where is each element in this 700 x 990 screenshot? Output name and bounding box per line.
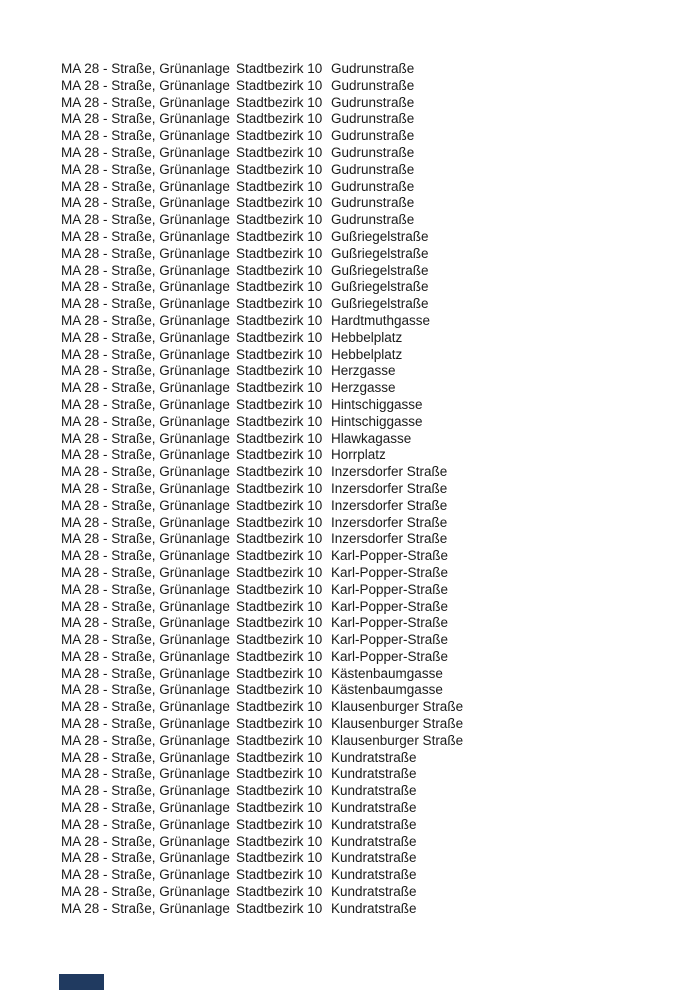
district-cell: Stadtbezirk 10 [236,766,323,782]
department-cell: MA 28 - Straße, Grünanlage [61,766,230,782]
street-cell: Karl-Popper-Straße [331,581,449,597]
street-cell: Inzersdorfer Straße [331,531,448,547]
department-cell: MA 28 - Straße, Grünanlage [61,178,230,194]
street-cell: Gußriegelstraße [331,262,429,278]
district-cell: Stadtbezirk 10 [236,329,323,345]
table-row [61,699,463,716]
department-cell: MA 28 - Straße, Grünanlage [61,480,230,496]
street-cell: Gudrunstraße [331,161,415,177]
table-row [61,884,463,901]
table-row [61,397,463,414]
street-cell: Karl-Popper-Straße [331,598,449,614]
table-row [61,61,463,78]
table-row [61,817,463,834]
street-cell: Inzersdorfer Straße [331,497,448,513]
department-cell: MA 28 - Straße, Grünanlage [61,447,230,463]
table-row [61,145,463,162]
department-cell: MA 28 - Straße, Grünanlage [61,296,230,312]
table-row [61,666,463,683]
street-cell: Kästenbaumgasse [331,682,443,698]
table-row [61,447,463,464]
table-row [61,279,463,296]
district-cell: Stadtbezirk 10 [236,816,323,832]
district-cell: Stadtbezirk 10 [236,648,323,664]
district-cell: Stadtbezirk 10 [236,178,323,194]
district-cell: Stadtbezirk 10 [236,447,323,463]
table-row [61,850,463,867]
street-cell: Gudrunstraße [331,94,415,110]
district-cell: Stadtbezirk 10 [236,749,323,765]
department-cell: MA 28 - Straße, Grünanlage [61,430,230,446]
department-cell: MA 28 - Straße, Grünanlage [61,850,230,866]
street-cell: Herzgasse [331,380,396,396]
district-cell: Stadtbezirk 10 [236,144,323,160]
district-cell: Stadtbezirk 10 [236,212,323,228]
street-cell: Gudrunstraße [331,212,415,228]
table-row [61,212,463,229]
table-row [61,834,463,851]
table-row [61,128,463,145]
table-row [61,363,463,380]
partial-footer-element [59,974,104,990]
district-cell: Stadtbezirk 10 [236,699,323,715]
department-cell: MA 28 - Straße, Grünanlage [61,699,230,715]
department-cell: MA 28 - Straße, Grünanlage [61,665,230,681]
department-cell: MA 28 - Straße, Grünanlage [61,581,230,597]
table-row [61,195,463,212]
street-cell: Hintschiggasse [331,413,423,429]
table-row [61,716,463,733]
table-row [61,263,463,280]
table-row [61,632,463,649]
street-cell: Gudrunstraße [331,128,415,144]
street-cell: Karl-Popper-Straße [331,564,449,580]
department-cell: MA 28 - Straße, Grünanlage [61,531,230,547]
department-cell: MA 28 - Straße, Grünanlage [61,648,230,664]
district-cell: Stadtbezirk 10 [236,363,323,379]
department-cell: MA 28 - Straße, Grünanlage [61,329,230,345]
street-cell: Hardtmuthgasse [331,312,431,328]
street-cell: Gudrunstraße [331,144,415,160]
table-row [61,380,463,397]
department-cell: MA 28 - Straße, Grünanlage [61,632,230,648]
district-cell: Stadtbezirk 10 [236,850,323,866]
table-row [61,481,463,498]
department-cell: MA 28 - Straße, Grünanlage [61,749,230,765]
street-cell: Gudrunstraße [331,178,415,194]
table-row [61,582,463,599]
department-cell: MA 28 - Straße, Grünanlage [61,682,230,698]
street-cell: Kundratstraße [331,867,417,883]
street-cell: Kästenbaumgasse [331,665,443,681]
street-cell: Gudrunstraße [331,61,415,76]
department-cell: MA 28 - Straße, Grünanlage [61,61,230,76]
district-cell: Stadtbezirk 10 [236,480,323,496]
table-row [61,867,463,884]
street-cell: Hebbelplatz [331,346,403,362]
district-cell: Stadtbezirk 10 [236,262,323,278]
table-row [61,162,463,179]
table-row [61,431,463,448]
street-list [61,61,463,918]
street-cell: Hlawkagasse [331,430,412,446]
district-cell: Stadtbezirk 10 [236,615,323,631]
street-cell: Gußriegelstraße [331,279,429,295]
table-row [61,347,463,364]
district-cell: Stadtbezirk 10 [236,94,323,110]
street-cell: Karl-Popper-Straße [331,548,449,564]
table-row [61,565,463,582]
department-cell: MA 28 - Straße, Grünanlage [61,514,230,530]
street-cell: Horrplatz [331,447,386,463]
street-cell: Inzersdorfer Straße [331,464,448,480]
department-cell: MA 28 - Straße, Grünanlage [61,94,230,110]
table-row [61,531,463,548]
district-cell: Stadtbezirk 10 [236,716,323,732]
district-cell: Stadtbezirk 10 [236,296,323,312]
department-cell: MA 28 - Straße, Grünanlage [61,128,230,144]
district-cell: Stadtbezirk 10 [236,128,323,144]
street-cell: Gudrunstraße [331,77,415,93]
district-cell: Stadtbezirk 10 [236,245,323,261]
street-cell: Kundratstraße [331,884,417,900]
street-cell: Gußriegelstraße [331,228,429,244]
table-row [61,750,463,767]
street-cell: Karl-Popper-Straße [331,615,449,631]
table-row [61,464,463,481]
district-cell: Stadtbezirk 10 [236,161,323,177]
department-cell: MA 28 - Straße, Grünanlage [61,413,230,429]
district-cell: Stadtbezirk 10 [236,413,323,429]
street-cell: Hebbelplatz [331,329,403,345]
department-cell: MA 28 - Straße, Grünanlage [61,884,230,900]
district-cell: Stadtbezirk 10 [236,396,323,412]
table-row [61,901,463,918]
table-row [61,515,463,532]
district-cell: Stadtbezirk 10 [236,682,323,698]
table-row [61,414,463,431]
street-cell: Kundratstraße [331,800,417,816]
street-cell: Kundratstraße [331,900,417,916]
table-row [61,498,463,515]
department-cell: MA 28 - Straße, Grünanlage [61,783,230,799]
table-row [61,313,463,330]
department-cell: MA 28 - Straße, Grünanlage [61,144,230,160]
department-cell: MA 28 - Straße, Grünanlage [61,346,230,362]
department-cell: MA 28 - Straße, Grünanlage [61,564,230,580]
department-cell: MA 28 - Straße, Grünanlage [61,615,230,631]
department-cell: MA 28 - Straße, Grünanlage [61,161,230,177]
district-cell: Stadtbezirk 10 [236,346,323,362]
district-cell: Stadtbezirk 10 [236,581,323,597]
department-cell: MA 28 - Straße, Grünanlage [61,598,230,614]
table-row [61,330,463,347]
district-cell: Stadtbezirk 10 [236,564,323,580]
street-cell: Karl-Popper-Straße [331,648,449,664]
table-row [61,783,463,800]
table-row [61,78,463,95]
street-cell: Kundratstraße [331,833,417,849]
district-cell: Stadtbezirk 10 [236,312,323,328]
street-cell: Herzgasse [331,363,396,379]
street-cell: Gußriegelstraße [331,296,429,312]
department-cell: MA 28 - Straße, Grünanlage [61,212,230,228]
street-cell: Gudrunstraße [331,111,415,127]
street-cell: Kundratstraße [331,816,417,832]
district-cell: Stadtbezirk 10 [236,632,323,648]
district-cell: Stadtbezirk 10 [236,884,323,900]
district-cell: Stadtbezirk 10 [236,497,323,513]
table-row [61,649,463,666]
department-cell: MA 28 - Straße, Grünanlage [61,464,230,480]
street-cell: Gudrunstraße [331,195,415,211]
district-cell: Stadtbezirk 10 [236,548,323,564]
street-cell: Hintschiggasse [331,396,423,412]
table-row [61,615,463,632]
district-cell: Stadtbezirk 10 [236,195,323,211]
street-cell: Kundratstraße [331,766,417,782]
street-cell: Klausenburger Straße [331,716,464,732]
department-cell: MA 28 - Straße, Grünanlage [61,867,230,883]
department-cell: MA 28 - Straße, Grünanlage [61,396,230,412]
department-cell: MA 28 - Straße, Grünanlage [61,279,230,295]
table-row [61,95,463,112]
table-row [61,111,463,128]
street-cell: Kundratstraße [331,783,417,799]
street-cell: Inzersdorfer Straße [331,480,448,496]
table-row [61,296,463,313]
district-cell: Stadtbezirk 10 [236,783,323,799]
district-cell: Stadtbezirk 10 [236,732,323,748]
street-cell: Kundratstraße [331,850,417,866]
street-cell: Inzersdorfer Straße [331,514,448,530]
table-row [61,599,463,616]
district-cell: Stadtbezirk 10 [236,279,323,295]
district-cell: Stadtbezirk 10 [236,531,323,547]
department-cell: MA 28 - Straße, Grünanlage [61,497,230,513]
department-cell: MA 28 - Straße, Grünanlage [61,195,230,211]
department-cell: MA 28 - Straße, Grünanlage [61,228,230,244]
department-cell: MA 28 - Straße, Grünanlage [61,363,230,379]
table-row [61,682,463,699]
district-cell: Stadtbezirk 10 [236,61,323,76]
table-row [61,548,463,565]
district-cell: Stadtbezirk 10 [236,464,323,480]
department-cell: MA 28 - Straße, Grünanlage [61,900,230,916]
department-cell: MA 28 - Straße, Grünanlage [61,77,230,93]
district-cell: Stadtbezirk 10 [236,111,323,127]
department-cell: MA 28 - Straße, Grünanlage [61,312,230,328]
department-cell: MA 28 - Straße, Grünanlage [61,245,230,261]
district-cell: Stadtbezirk 10 [236,514,323,530]
department-cell: MA 28 - Straße, Grünanlage [61,800,230,816]
department-cell: MA 28 - Straße, Grünanlage [61,833,230,849]
district-cell: Stadtbezirk 10 [236,380,323,396]
street-cell: Karl-Popper-Straße [331,632,449,648]
district-cell: Stadtbezirk 10 [236,800,323,816]
table-row [61,800,463,817]
department-cell: MA 28 - Straße, Grünanlage [61,732,230,748]
street-cell: Klausenburger Straße [331,732,464,748]
table-row [61,766,463,783]
department-cell: MA 28 - Straße, Grünanlage [61,262,230,278]
table-row [61,246,463,263]
department-cell: MA 28 - Straße, Grünanlage [61,380,230,396]
table-row [61,179,463,196]
district-cell: Stadtbezirk 10 [236,228,323,244]
department-cell: MA 28 - Straße, Grünanlage [61,816,230,832]
department-cell: MA 28 - Straße, Grünanlage [61,548,230,564]
district-cell: Stadtbezirk 10 [236,833,323,849]
district-cell: Stadtbezirk 10 [236,598,323,614]
street-cell: Kundratstraße [331,749,417,765]
district-cell: Stadtbezirk 10 [236,430,323,446]
table-row [61,733,463,750]
table-row [61,229,463,246]
district-cell: Stadtbezirk 10 [236,665,323,681]
department-cell: MA 28 - Straße, Grünanlage [61,111,230,127]
street-cell: Klausenburger Straße [331,699,464,715]
district-cell: Stadtbezirk 10 [236,77,323,93]
district-cell: Stadtbezirk 10 [236,867,323,883]
street-cell: Gußriegelstraße [331,245,429,261]
district-cell: Stadtbezirk 10 [236,900,323,916]
department-cell: MA 28 - Straße, Grünanlage [61,716,230,732]
